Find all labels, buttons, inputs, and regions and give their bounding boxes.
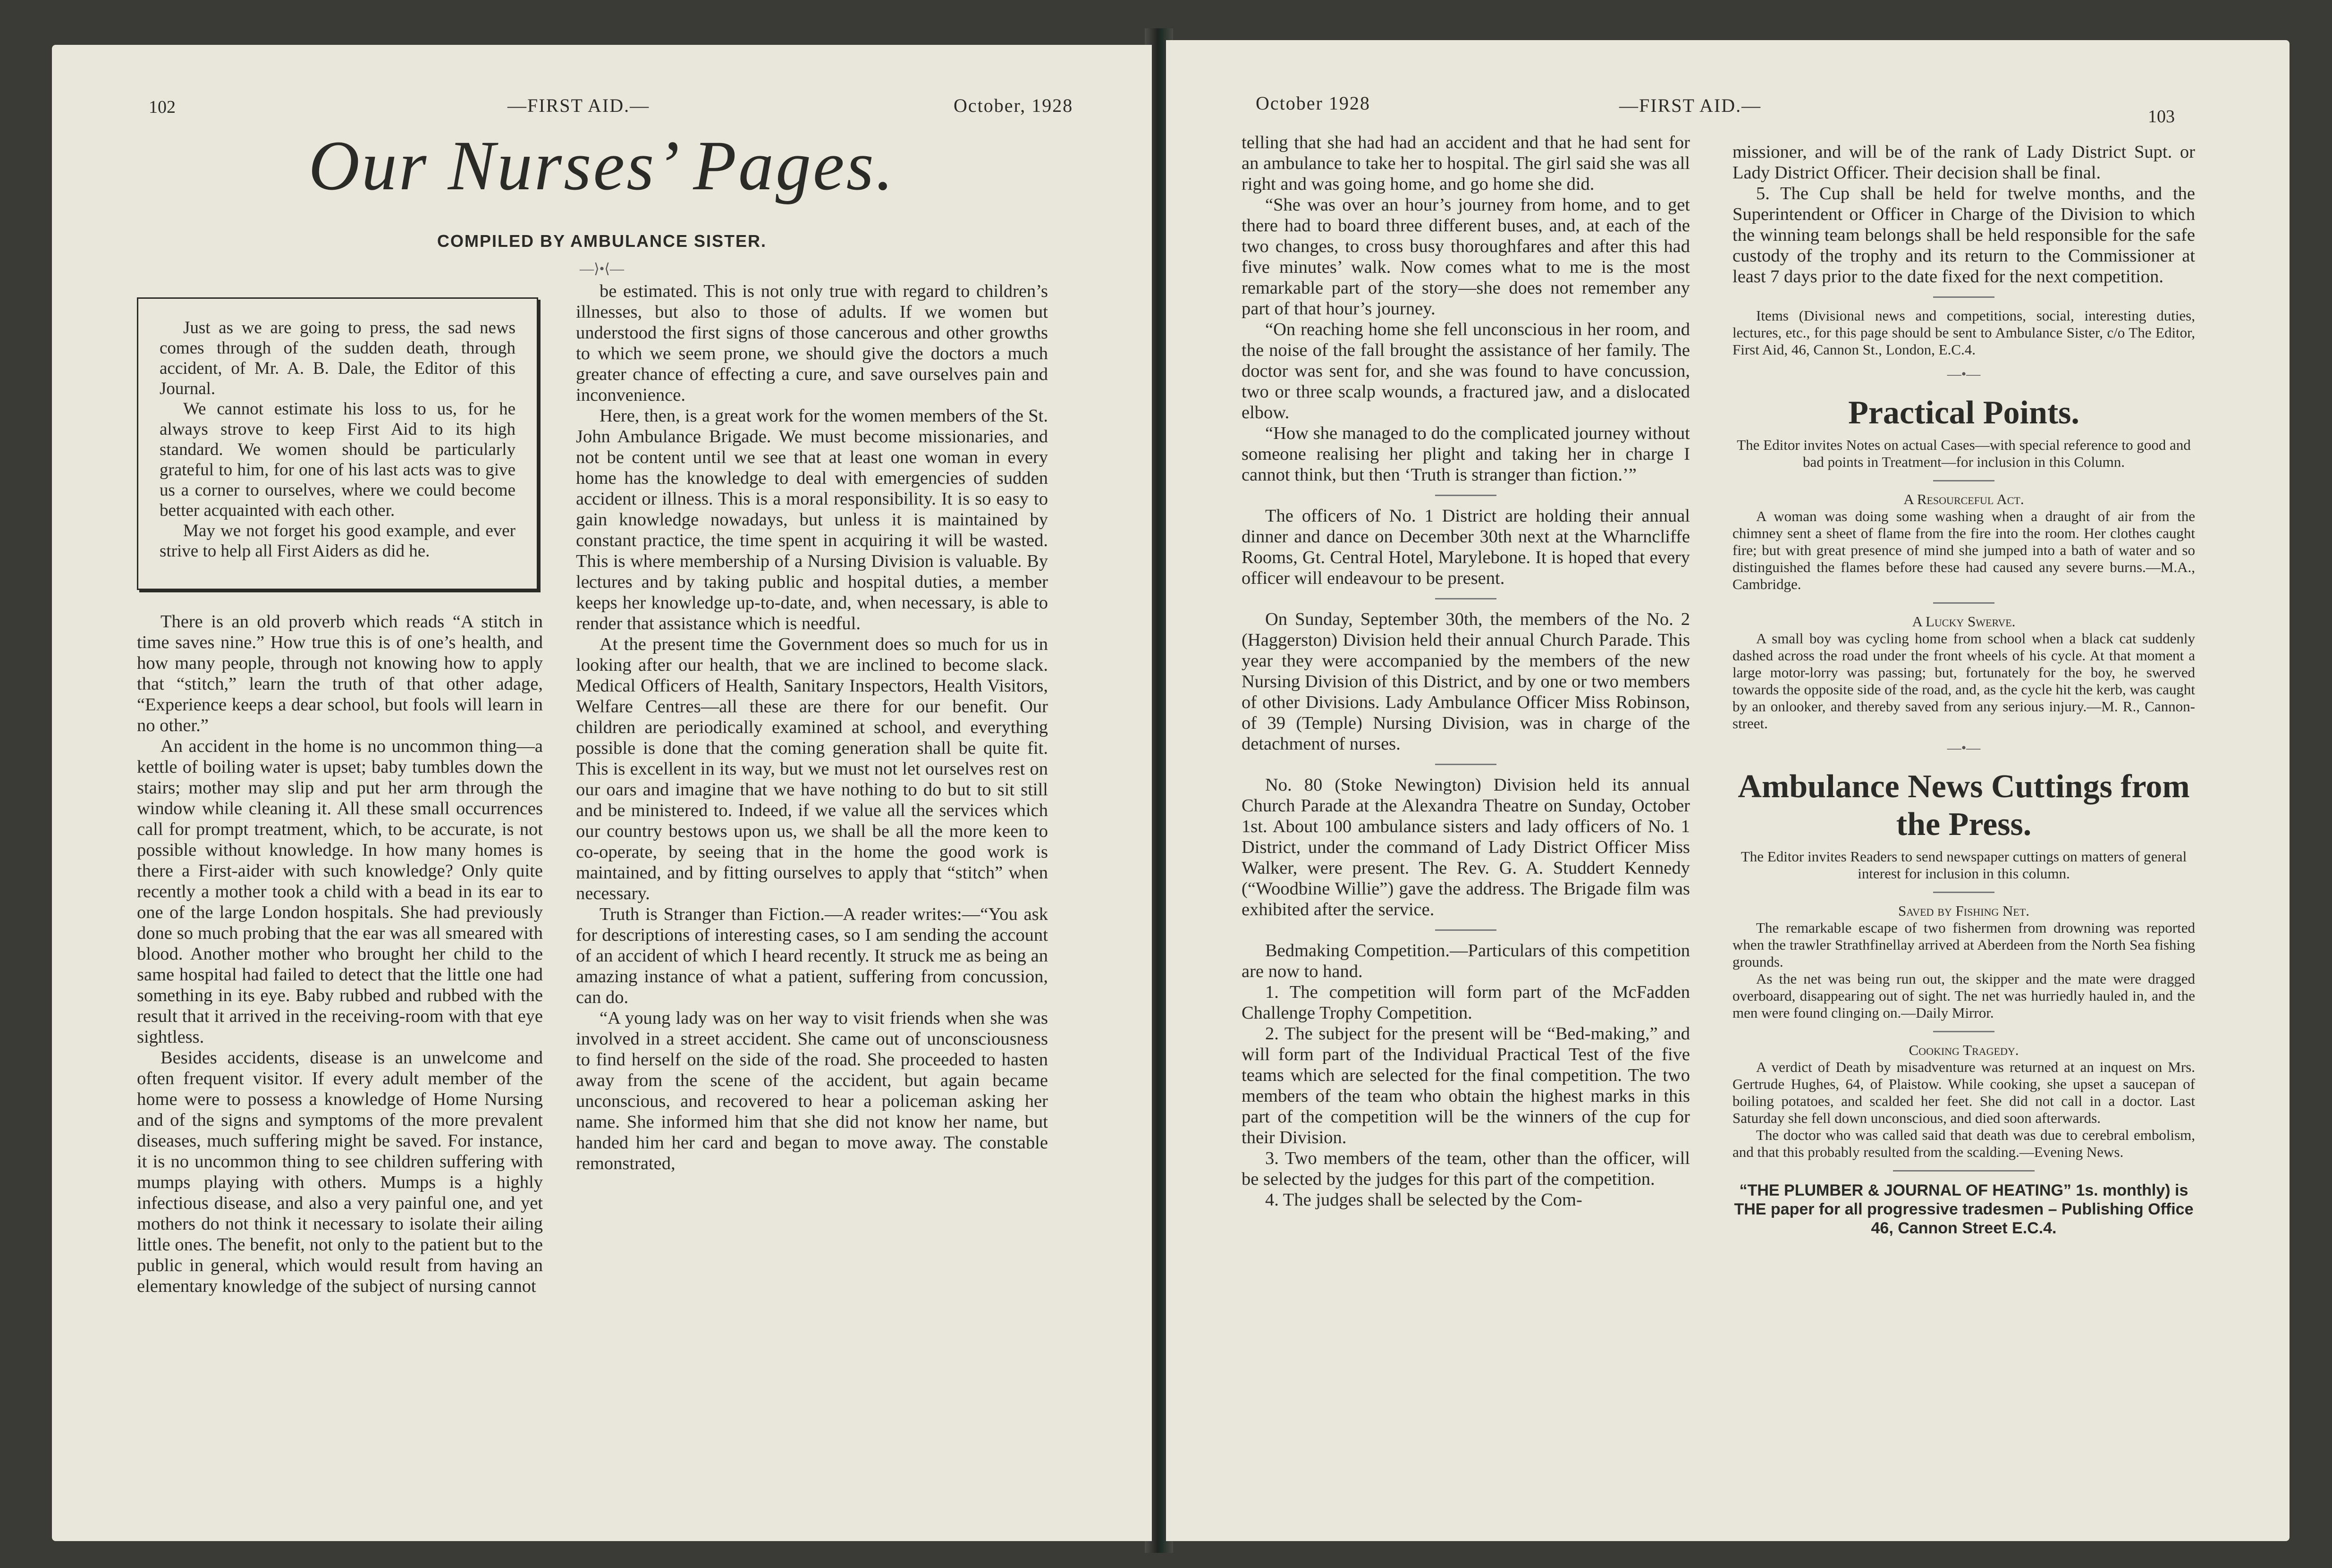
paragraph: 4. The judges shall be selected by the Com- xyxy=(1265,1190,1582,1210)
practical-points-intro: The Editor invites Notes on actual Cases—with special reference to good and bad points in Treatment—for inclusion in this Column. xyxy=(1737,437,2191,470)
paragraph: Here, then, is a great work for the women members of the St. John Ambulance Brigade. We must become missionaries, and not be content until we see that at least one woman in every home has the knowledge to deal with emergencies of sudden accident or illness. This is a moral responsibility. It is so easy to gain knowledge nowadays, but unless it is maintained by constant practice, the time spent in acquiring it will be wasted. This is where membership of a Nursing Division is valuable. By lectures and by taking public and hospital duties, a member keeps her knowledge up-to-date, and, when necessary, is able to render that assistance which is needful. xyxy=(576,406,1048,633)
ornament-divider: —•— xyxy=(1947,740,1981,756)
press-cuttings-intro: The Editor invites Readers to send newspaper cuttings on matters of general interest for inclusion in this column. xyxy=(1741,848,2187,882)
practical-points-heading: Practical Points. xyxy=(1848,395,2079,431)
right-column-1 xyxy=(1242,132,1690,1210)
paragraph: On Sunday, September 30th, the members of the No. 2 (Haggerston) Division held their annual Church Parade. This year they were accompanied by the members of the new Nursing Division of this District, and by one or two members of other Divisions. Lady Ambulance Officer Miss Robinson, of 39 (Temple) Nursing Division, was in charge of the detachment of nurses. xyxy=(1242,609,1690,754)
section-subtitle: COMPILED BY AMBULANCE SISTER. xyxy=(437,231,767,251)
items-note: Items (Divisional news and competitions, social, interesting duties, lectures, etc., for this page should be sent to Ambulance Sister, c/o The Editor, First Aid, 46, Cannon St., London, E.C.4. xyxy=(1732,307,2195,358)
advertisement: “THE PLUMBER & JOURNAL OF HEATING” 1s. monthly) is THE paper for all progressive tradesmen – Publishing Office 46, Cannon Street E.C.4. xyxy=(1734,1181,2194,1237)
paragraph: Truth is Stranger than Fiction.—A reader writes:—“You ask for descriptions of interesting cases, so I am sending the account of an accident of which I heard recently. It struck me as being an amazing instance of what a patient, suffering from concussion, can do. xyxy=(576,904,1048,1007)
page-number: 103 xyxy=(2148,107,2175,126)
ornament: —⟩•⟨— xyxy=(580,261,624,277)
paragraph: “How she managed to do the complicated journey without someone realising her plight and taking her in charge I cannot think, but then ‘Truth is stranger than fiction.’” xyxy=(1242,423,1690,485)
divider xyxy=(1893,1170,2035,1172)
paragraph: Bedmaking Competition.—Particulars of this competition are now to hand. xyxy=(1242,941,1690,981)
item-text: A woman was doing some washing when a draught of air from the chimney sent a sheet of flame from the fire into the room. Her clothes caught fire; but with great presence of mind she jumped into a bath of water and so distinguished the flames before these had caused any severe burns.—M.A., Cambridge. xyxy=(1732,508,2195,592)
divider xyxy=(1435,764,1496,765)
item-text: As the net was being run out, the skipper and the mate were dragged overboard, disappearing out of sight. The net was hurriedly hauled in, and the men were found clinging on.—Daily Mirror. xyxy=(1732,970,2195,1021)
item-text: The doctor who was called said that death was due to cerebral embolism, and that this probably resulted from the scalding.—Evening News. xyxy=(1732,1127,2195,1160)
press-cuttings-heading: Ambulance News Cuttings from the Press. xyxy=(1738,768,2190,843)
paragraph: At the present time the Government does so much for us in looking after our health, that we are inclined to become slack. Medical Officers of Health, Sanitary Inspectors, Health Visitors, Welfare Centres—all these are there for our benefit. Our children are periodically examined at school, and everything possible is done that the coming generation shall be quite fit. This is excellent in its way, but we must not let ourselves rest on our oars and imagine that we have nothing to do but to sit still and be ministered to. Indeed, if we value all the services which our country bestows upon us, we shall be all the more keen to co-operate, by seeing that in the home the good work is maintained, and by fitting ourselves to apply that “stitch” when necessary. xyxy=(576,634,1048,903)
paragraph: 5. The Cup shall be held for twelve months, and the Superintendent or Officer in Charge of the Division to which the winning team belongs shall be held responsible for the safe custody of the trophy and its return to the Commissioner at least 7 days prior to the date fixed for the next competition. xyxy=(1732,184,2195,287)
item-title: Cooking Tragedy. xyxy=(1909,1042,2019,1058)
divider xyxy=(1933,480,1994,481)
divider xyxy=(1933,1031,1994,1032)
divider xyxy=(1933,602,1994,604)
notice-paragraph: May we not forget his good example, and ever strive to help all First Aiders as did he. xyxy=(160,521,515,561)
right-column-2 xyxy=(1732,142,2195,1238)
paragraph: 1. The competition will form part of the McFadden Challenge Trophy Competition. xyxy=(1242,982,1690,1023)
left-column-2 xyxy=(576,281,1048,1174)
notice-paragraph: We cannot estimate his loss to us, for he always strove to keep First Aid to its high standard. We women should be particularly grateful to him, for one of his last acts was to give us a corner to ourselves, where we could become better acquainted with each other. xyxy=(160,399,515,520)
paragraph: There is an old proverb which reads “A stitch in time saves nine.” How true this is of one’s health, and how many people, through not knowing how to apply that “stitch,” learn the truth of that other adage, “Experience keeps a dear school, but fools will learn in no other.” xyxy=(137,612,543,735)
paragraph: The officers of No. 1 District are holding their annual dinner and dance on December 30th next at the Wharncliffe Rooms, Gt. Central Hotel, Marylebone. It is hoped that every officer will endeavour to be present. xyxy=(1242,506,1690,588)
paragraph: “She was over an hour’s journey from home, and to get there had to board three different buses, and, at each of the two changes, to cross busy thoroughfares and after this had five minutes’ walk. Now comes what to me is the most remarkable part of the story—she does not remember any part of that hour’s journey. xyxy=(1242,195,1690,319)
issue-date: October, 1928 xyxy=(954,95,1073,116)
paragraph: 2. The subject for the present will be “Bed-making,” and will form part of the Individual Practical Test of the five teams which are selected for the final competition. The two members of the team who obtain the highest marks in this part of the competition will be the winners of the cup for their Division. xyxy=(1242,1024,1690,1147)
paragraph: be estimated. This is not only true with regard to children’s illnesses, but also to those of adults. If we women but understood the first signs of those cancerous and other growths to which we seem prone, we should give the doctors a much greater chance of effecting a cure, and save ourselves pain and inconvenience. xyxy=(576,281,1048,405)
paragraph: Besides accidents, disease is an unwelcome and often frequent visitor. If every adult member of the home were to possess a knowledge of Home Nursing and of the signs and symptoms of the more prevalent diseases, much suffering might be saved. For instance, it is no uncommon thing to see children suffering with mumps playing with others. Mumps is a highly infectious disease, and also a very painful one, and yet mothers do not think it necessary to isolate their ailing little ones. The benefit, not only to the patient but to the public in general, which would result from having an elementary knowledge of the subject of nursing cannot xyxy=(137,1048,543,1296)
item-title: A Resourceful Act. xyxy=(1903,491,2024,507)
paragraph: An accident in the home is no uncommon thing—a kettle of boiling water is upset; baby tumbles down the stairs; mother may slip and put her arm through the window while cleaning it. All these small occurrences call for prompt treatment, which, to be accurate, is not possible without knowledge. In how many homes is there a First-aider with such knowledge? Only quite recently a mother took a child with a bead in its ear to one of the large London hospitals. She had previously done so much probing that the ear was all smeared with blood. Another mother who brought her child to the same hospital had failed to detect that the little one had something in its eye. Baby rubbed and rubbed with the result that it arrived in the receiving-room with that eye sightless. xyxy=(137,736,543,1047)
paragraph: “A young lady was on her way to visit friends when she was involved in a street accident. She came out of unconsciousness to find herself on the side of the road. She proceeded to hasten away from the scene of the accident, but again became unconscious, and recovered to hear a policeman asking her name. She informed him that she did not know her name, but handed him her card and began to move away. The constable remonstrated, xyxy=(576,1008,1048,1173)
left-page xyxy=(52,45,1152,1541)
page-number: 102 xyxy=(149,97,176,117)
item-title: Saved by Fishing Net. xyxy=(1898,902,2030,919)
divider xyxy=(1435,929,1496,931)
ornament-divider: —•— xyxy=(1947,366,1981,382)
running-head: —FIRST AID.— xyxy=(1619,95,1762,116)
notice-paragraph: Just as we are going to press, the sad news comes through of the sudden death, through accident, of Mr. A. B. Dale, the Editor of this Journal. xyxy=(160,318,515,398)
paragraph: 3. Two members of the team, other than the officer, will be selected by the judges for this part of the competition. xyxy=(1242,1148,1690,1189)
issue-date: October 1928 xyxy=(1256,93,1370,114)
paragraph: missioner, and will be of the rank of Lady District Supt. or Lady District Officer. Their decision shall be final. xyxy=(1732,142,2195,183)
right-page xyxy=(1166,40,2290,1541)
divider xyxy=(1435,598,1496,599)
paragraph: “On reaching home she fell unconscious in her room, and the noise of the fall brought the assistance of her family. The doctor was sent for, and she was found to have concussion, two or three scalp wounds, a fractured jaw, and a dislocated elbow. xyxy=(1242,320,1690,422)
divider xyxy=(1933,892,1994,893)
section-title: Our Nurses’ Pages. xyxy=(308,126,896,205)
item-text: A small boy was cycling home from school when a black cat suddenly dashed across the road under the front wheels of his cycle. At that moment a large motor-lorry was passing; but, fortunately for the boy, he swerved towards the opposite side of the road, and, as the cycle hit the kerb, was caught by an onlooker, and thereby saved from any serious injury.—M. R., Cannon-street. xyxy=(1732,630,2195,732)
item-title: A Lucky Swerve. xyxy=(1912,613,2016,630)
running-head: —FIRST AID.— xyxy=(507,95,650,116)
memorial-notice-box xyxy=(137,297,538,590)
paragraph: telling that she had had an accident and that he had sent for an ambulance to take her to hospital. The girl said she was all right and was going home, and go home she did. xyxy=(1242,133,1690,194)
divider xyxy=(1933,296,1994,298)
item-text: The remarkable escape of two fishermen from drowning was reported when the trawler Strathfinellay arrived at Aberdeen from the North Sea fishing grounds. xyxy=(1732,919,2195,970)
left-column-1 xyxy=(137,611,543,1297)
paragraph: No. 80 (Stoke Newington) Division held its annual Church Parade at the Alexandra Theatre on Sunday, October 1st. About 100 ambulance sisters and lady officers of No. 1 District, under the command of Lady District Officer Miss Walker, were present. The Rev. G. A. Studdert Kennedy (“Woodbine Willie”) gave the address. The Brigade film was exhibited after the service. xyxy=(1242,775,1690,919)
divider xyxy=(1435,495,1496,496)
item-text: A verdict of Death by misadventure was returned at an inquest on Mrs. Gertrude Hughes, 64, of Plaistow. While cooking, she upset a saucepan of boiling potatoes, and scalded her feet. She did not call in a doctor. Last Saturday she fell down unconscious, and died soon afterwards. xyxy=(1732,1059,2195,1126)
